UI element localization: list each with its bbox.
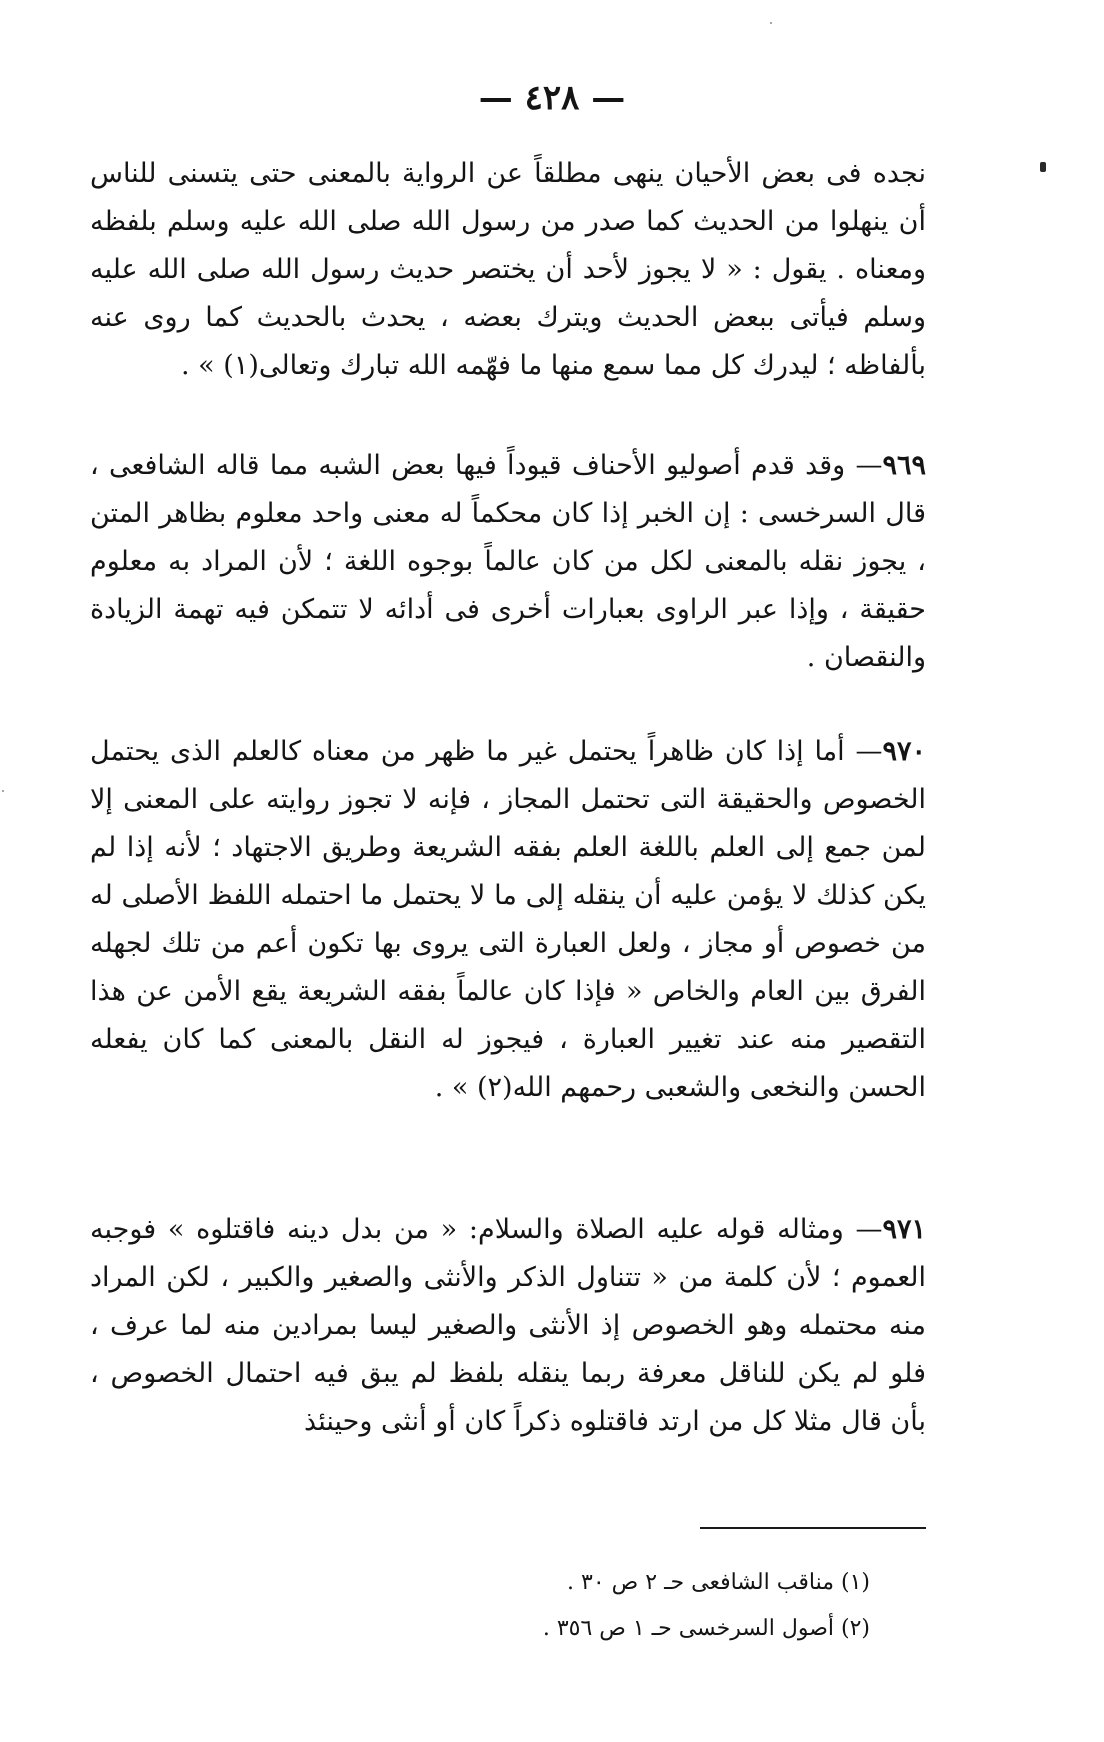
paragraph-number: ٩٧٠: [882, 736, 926, 767]
paragraph-969: [90, 442, 926, 682]
footnotes: [450, 1560, 870, 1652]
paragraph-text: — ومثاله قوله عليه الصلاة والسلام: « من بدل دينه فاقتلوه » فوجبه العموم ؛ لأن كلمة من « تتناول الذكر والأنثى والصغير والكبير ، لكن المراد منه محتمله وهو الخصوص إذ الأنثى والصغير ليسا بمرادين منه لما عرف ، فلو لم يكن للناقل معرفة ربما ينقله بلفظ لم يبق فيه احتمال الخصوص ، بأن قال مثلا كل من ارتد فاقتلوه ذكراً كان أو أنثى وحينئذ: [90, 1214, 926, 1437]
paragraph-body: [90, 442, 926, 682]
paragraph-1: [90, 150, 926, 390]
paragraph-text: — وقد قدم أصوليو الأحناف قيوداً فيها بعض الشبه مما قاله الشافعى ، قال السرخسى : إن الخبر إذا كان محكماً له معنى واحد معلوم بظاهر المتن ، يجوز نقله بالمعنى لكل من كان عالماً بوجوه اللغة ؛ لأن المراد به معلوم حقيقة ، وإذا عبر الراوى بعبارات أخرى فى أدائه لا تتمكن فيه تهمة الزيادة والنقصان .: [90, 450, 926, 673]
page-number: — ٤٢٨ —: [478, 78, 626, 118]
paper-speck: [770, 22, 772, 24]
paragraph-body: [90, 1206, 926, 1446]
paragraph-number: ٩٦٩: [882, 450, 926, 481]
footnote-divider: [700, 1527, 926, 1529]
paragraph-text: نجده فى بعض الأحيان ينهى مطلقاً عن الرواية بالمعنى حتى يتسنى للناس أن ينهلوا من الحديث كما صدر من رسول الله صلى الله عليه وسلم بلفظه ومعناه . يقول : « لا يجوز لأحد أن يختصر حديث رسول الله صلى الله عليه وسلم فيأتى ببعض الحديث ويترك بعضه ، يحدث بالحديث كما روى عنه بألفاظه ؛ ليدرك كل مما سمع منها ما فهّمه الله تبارك وتعالى(١) » .: [90, 158, 926, 381]
paragraph-body: [90, 728, 926, 1112]
margin-ink-mark: [1040, 162, 1046, 172]
paragraph-971: [90, 1206, 926, 1446]
footnote-1: (١) مناقب الشافعى حـ ٢ ص ٣٠ .: [567, 1570, 870, 1595]
paragraph-text: — أما إذا كان ظاهراً يحتمل غير ما ظهر من معناه كالعلم الذى يحتمل الخصوص والحقيقة التى تحتمل المجاز ، فإنه لا تجوز روايته على المعنى إلا لمن جمع إلى العلم باللغة العلم بفقه الشريعة وطريق الاجتهاد ؛ لأنه إذا لم يكن كذلك لا يؤمن عليه أن ينقله إلى ما لا يحتمل ما احتمله اللفظ الأصلى له من خصوص أو مجاز ، ولعل العبارة التى يروى بها تكون أعم من تلك لجهله الفرق بين العام والخاص « فإذا كان عالماً بفقه الشريعة يقع الأمن عن هذا التقصير منه عند تغيير العبارة ، فيجوز له النقل بالمعنى كما كان يفعله الحسن والنخعى والشعبى رحمهم الله(٢) » .: [90, 736, 927, 1103]
footnote-2: (٢) أصول السرخسى حـ ١ ص ٣٥٦ .: [542, 1616, 870, 1641]
paper-speck: [2, 790, 4, 792]
paragraph-number: ٩٧١: [882, 1214, 926, 1245]
paragraph-970: [90, 728, 926, 1112]
